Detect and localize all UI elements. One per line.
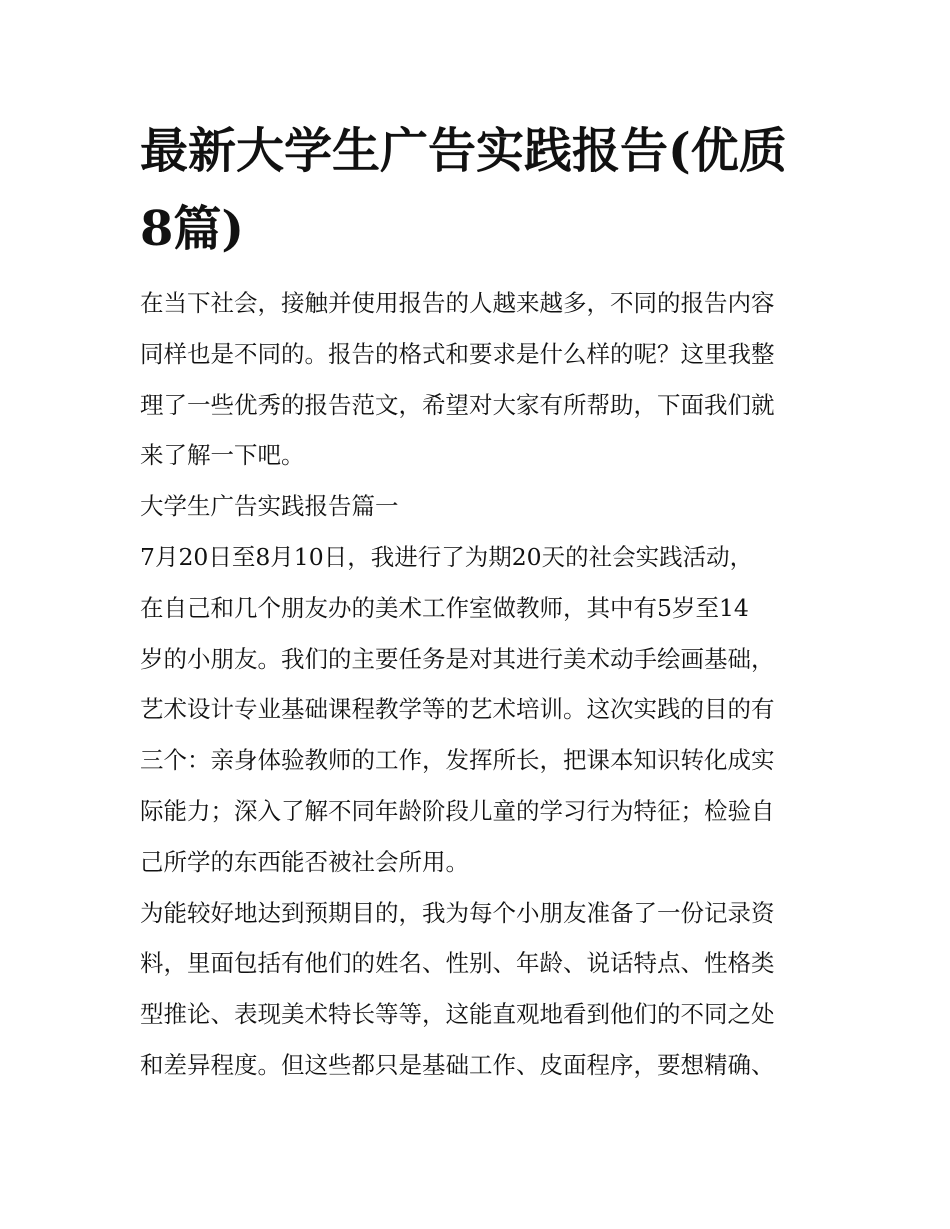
text-line: 来了解一下吧。	[140, 441, 305, 470]
text-line: 在自己和几个朋友办的美术工作室做教师，其中有5岁至14	[140, 593, 749, 622]
text-line: 艺术设计专业基础课程教学等的艺术培训。这次实践的目的有	[140, 695, 775, 724]
intro-paragraph	[140, 278, 820, 481]
text-line: 理了一些优秀的报告范文，希望对大家有所帮助，下面我们就	[140, 390, 775, 419]
body-paragraph-1	[140, 532, 820, 888]
document-page	[140, 112, 820, 1091]
section-heading: 大学生广告实践报告篇一	[140, 492, 399, 521]
title-line: 最新大学生广告实践报告(优质	[140, 123, 787, 179]
text-line: 己所学的东西能否被社会所用。	[140, 847, 469, 876]
text-line: 际能力；深入了解不同年龄阶段儿童的学习行为特征；检验自	[140, 796, 775, 825]
text-line: 料，里面包括有他们的姓名、性别、年龄、说话特点、性格类	[140, 949, 775, 978]
text-line: 岁的小朋友。我们的主要任务是对其进行美术动手绘画基础，	[140, 644, 775, 673]
text-line: 在当下社会，接触并使用报告的人越来越多，不同的报告内容	[140, 289, 775, 317]
text-line: 为能较好地达到预期目的，我为每个小朋友准备了一份记录资	[140, 898, 775, 927]
text-line: 型推论、表现美术特长等等，这能直观地看到他们的不同之处	[140, 1000, 775, 1029]
document-title	[140, 112, 820, 268]
text-line: 7月20日至8月10日，我进行了为期20天的社会实践活动，	[140, 542, 754, 571]
text-line: 同样也是不同的。报告的格式和要求是什么样的呢？这里我整	[140, 339, 775, 368]
title-line: 8篇)	[140, 201, 245, 257]
text-line: 三个：亲身体验教师的工作，发挥所长，把课本知识转化成实	[140, 746, 775, 775]
text-line: 和差异程度。但这些都只是基础工作、皮面程序，要想精确、	[140, 1050, 775, 1079]
body-paragraph-2	[140, 888, 820, 1091]
